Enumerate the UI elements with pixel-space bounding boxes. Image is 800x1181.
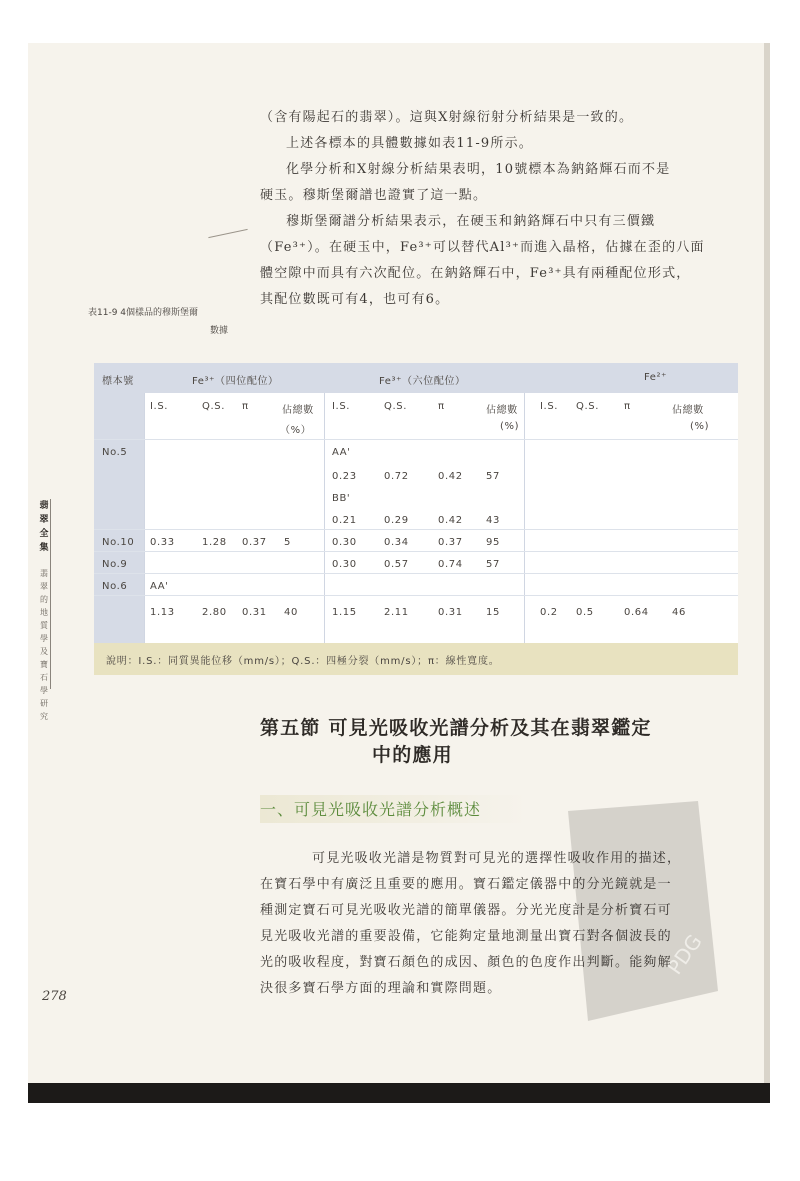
table-caption: 表11-9 4個樣品的穆斯堡爾 xyxy=(88,308,199,318)
subheader-cell: Q.S. xyxy=(384,401,407,412)
table-cell: 0.23 xyxy=(332,471,357,482)
percent-unit: （%） xyxy=(280,425,312,436)
subheader-cell: 佔總數 xyxy=(486,405,518,416)
row-divider xyxy=(94,529,738,530)
table-cell: 0.21 xyxy=(332,515,357,526)
sidebar-book-title: 翡 翠 全 集 xyxy=(39,501,49,553)
table-cell: 0.74 xyxy=(438,559,463,570)
scan-mark xyxy=(208,229,247,238)
table-cell: No.9 xyxy=(102,559,128,570)
col-header-sample: 標本號 xyxy=(102,376,134,387)
subheader-cell: π xyxy=(242,401,249,412)
table-cell: 15 xyxy=(486,607,500,618)
table-cell: 40 xyxy=(284,607,298,618)
sidebar-chapter-title: 翡 翠 的 地 質 學 及 寶 石 學 研 究 xyxy=(40,569,48,721)
section-title-line2: 中的應用 xyxy=(372,744,453,766)
subheader-cell: π xyxy=(438,401,445,412)
table-cell: 0.31 xyxy=(242,607,267,618)
subheader-cell: 佔總數 xyxy=(282,405,314,416)
subheader-cell: I.S. xyxy=(150,401,169,412)
body-line-4: 硬玉。穆斯堡爾譜也證實了這一點。 xyxy=(260,188,488,203)
table-cell: 0.57 xyxy=(384,559,409,570)
table-cell: BB' xyxy=(332,493,351,504)
table-cell: 1.13 xyxy=(150,607,175,618)
table-cell: 0.37 xyxy=(438,537,463,548)
table-caption-cont: 數據 xyxy=(210,326,229,336)
column-divider xyxy=(524,393,525,643)
table-cell: 0.64 xyxy=(624,607,649,618)
row-divider xyxy=(94,573,738,574)
section-title xyxy=(260,715,652,769)
table-cell: 2.80 xyxy=(202,607,227,618)
table-first-column xyxy=(94,363,144,643)
subheader-cell: 佔總數 xyxy=(672,405,704,416)
page-number: 278 xyxy=(42,989,67,1004)
table-cell: 0.37 xyxy=(242,537,267,548)
scanned-page xyxy=(28,43,770,1103)
table-cell: 0.34 xyxy=(384,537,409,548)
table-cell: No.5 xyxy=(102,447,128,458)
section-para-line-4: 見光吸收光譜的重要設備，它能夠定量地測量出寶石對各個波長的 xyxy=(260,929,672,944)
watermark-text: PDG xyxy=(662,929,707,979)
subheader-cell: I.S. xyxy=(332,401,351,412)
table-footnote-band xyxy=(94,643,738,675)
table-cell: No.6 xyxy=(102,581,128,592)
table-cell: AA' xyxy=(150,581,169,592)
percent-unit: (%) xyxy=(500,421,520,432)
table-subheader-band xyxy=(94,393,738,439)
percent-unit: (%) xyxy=(690,421,710,432)
table-cell: 46 xyxy=(672,607,686,618)
table-cell: 0.30 xyxy=(332,559,357,570)
body-line-7: 體空隙中而具有六次配位。在鈉鉻輝石中，Fe³⁺具有兩種配位形式， xyxy=(260,266,691,281)
table-cell: 2.11 xyxy=(384,607,409,618)
table-cell: 1.28 xyxy=(202,537,227,548)
table-cell: 43 xyxy=(486,515,500,526)
table-cell: 0.2 xyxy=(540,607,558,618)
table-cell: 1.15 xyxy=(332,607,357,618)
table-cell: 0.30 xyxy=(332,537,357,548)
subheader-cell: I.S. xyxy=(540,401,559,412)
row-divider xyxy=(94,551,738,552)
section-para-line-6: 決很多寶石學方面的理論和實際問題。 xyxy=(260,981,502,996)
table-cell: 0.72 xyxy=(384,471,409,482)
row-divider xyxy=(94,439,738,440)
section-para-line-2: 在寶石學中有廣泛且重要的應用。寶石鑑定儀器中的分光鏡就是一 xyxy=(260,877,672,892)
body-line-2: 上述各標本的具體數據如表11-9所示。 xyxy=(286,136,534,151)
column-divider xyxy=(324,393,325,643)
table-cell: 0.42 xyxy=(438,471,463,482)
section-para-line-5: 光的吸收程度，對寶石顏色的成因、顏色的色度作出判斷。能夠解 xyxy=(260,955,672,970)
table-cell: 0.29 xyxy=(384,515,409,526)
sidebar-rule xyxy=(50,499,51,689)
table-cell: 0.42 xyxy=(438,515,463,526)
subheader-cell: π xyxy=(624,401,631,412)
group-header-fe2: Fe²⁺ xyxy=(644,372,668,383)
subheader-cell: Q.S. xyxy=(202,401,225,412)
row-divider xyxy=(94,595,738,596)
table-cell: 57 xyxy=(486,559,500,570)
table-cell: 0.33 xyxy=(150,537,175,548)
subheading: 一、可見光吸收光譜分析概述 xyxy=(260,800,482,819)
table-cell: 95 xyxy=(486,537,500,548)
body-line-6: （Fe³⁺）。在硬玉中，Fe³⁺可以替代Al³⁺而進入晶格，佔據在歪的八面 xyxy=(260,240,705,255)
group-header-fe3-tetra: Fe³⁺（四位配位） xyxy=(192,376,279,387)
table-cell: 0.5 xyxy=(576,607,594,618)
body-line-5: 穆斯堡爾譜分析結果表示，在硬玉和鈉鉻輝石中只有三價鐵 xyxy=(286,214,656,229)
table-footnote: 說明：I.S.：同質異能位移（mm/s）；Q.S.：四極分裂（mm/s）；π：線性寬度。 xyxy=(106,656,500,667)
body-line-3: 化學分析和X射線分析結果表明，10號標本為鈉鉻輝石而不是 xyxy=(286,162,671,177)
body-line-1: （含有陽起石的翡翠）。這與X射線衍射分析結果是一致的。 xyxy=(260,110,634,125)
section-title-line1: 第五節 可見光吸收光譜分析及其在翡翠鑑定 xyxy=(260,717,652,739)
section-para-line-3: 種測定寶石可見光吸收光譜的簡單儀器。分光光度計是分析寶石可 xyxy=(260,903,672,918)
column-divider xyxy=(144,393,145,643)
table-cell: AA' xyxy=(332,447,351,458)
section-para-line-1: 可見光吸收光譜是物質對可見光的選擇性吸收作用的描述， xyxy=(312,851,682,866)
table-cell: 0.31 xyxy=(438,607,463,618)
table-cell: No.10 xyxy=(102,537,135,548)
mossbauer-data-table xyxy=(94,363,738,675)
body-line-8: 其配位數既可有4，也可有6。 xyxy=(260,292,450,307)
page-edge-shadow xyxy=(764,43,770,1083)
subheader-cell: Q.S. xyxy=(576,401,599,412)
scan-bottom-shadow xyxy=(28,1083,770,1103)
table-cell: 5 xyxy=(284,537,291,548)
table-cell: 57 xyxy=(486,471,500,482)
group-header-fe3-octa: Fe³⁺（六位配位） xyxy=(379,376,466,387)
